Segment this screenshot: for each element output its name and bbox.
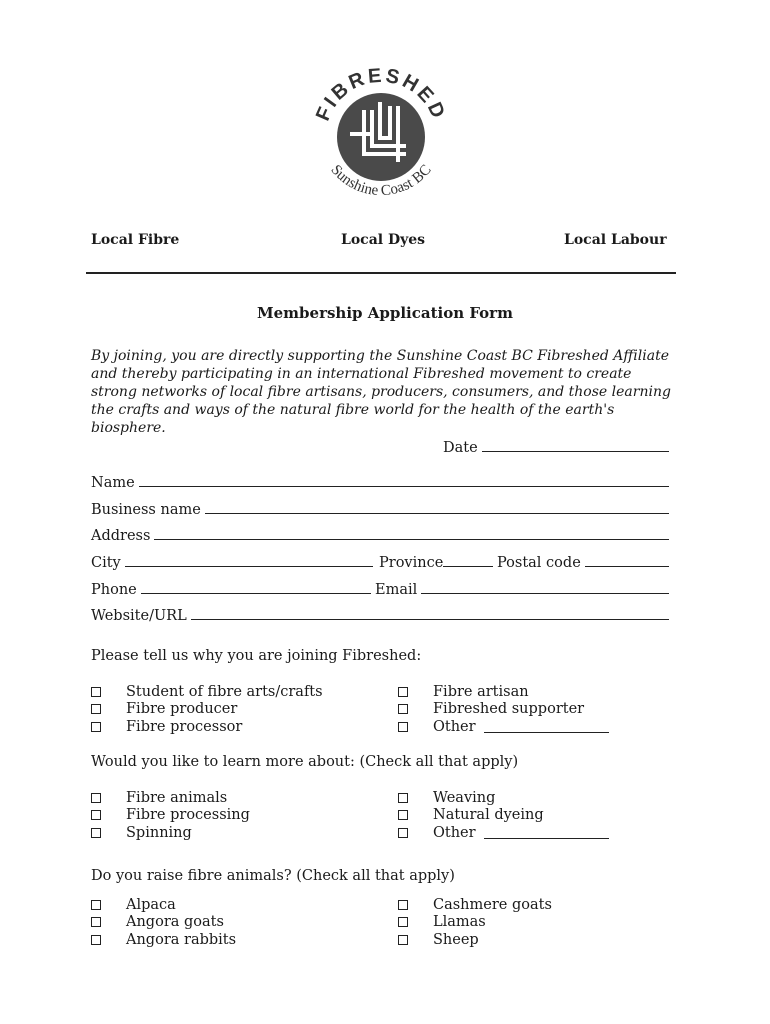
checkbox-square-icon[interactable] — [398, 935, 408, 945]
business-name-field[interactable] — [91, 498, 669, 518]
question-why-joining: Please tell us why you are joining Fibreshed: — [91, 648, 422, 664]
date-label: Date — [443, 440, 478, 456]
checkbox-cashmere-goats[interactable]: Cashmere goats — [398, 896, 552, 914]
checkbox-alpaca[interactable]: Alpaca — [91, 896, 236, 914]
address-label: Address — [91, 528, 151, 544]
checkbox-square-icon[interactable] — [91, 935, 101, 945]
postal-code-label: Postal code — [497, 555, 581, 571]
name-label: Name — [91, 475, 135, 491]
checkbox-square-icon[interactable] — [91, 687, 101, 697]
logo-brand-text: FIBRESHED — [311, 64, 451, 125]
checkbox-square-icon[interactable] — [398, 917, 408, 927]
checkbox-square-icon[interactable] — [398, 793, 408, 803]
q2-right-options — [398, 789, 609, 842]
website-field[interactable] — [91, 604, 669, 624]
checkbox-fibre-processing[interactable]: Fibre processing — [91, 807, 250, 825]
q2-left-options — [91, 789, 250, 842]
postal-code-field[interactable] — [497, 551, 669, 571]
checkbox-square-icon[interactable] — [398, 722, 408, 732]
tagline-local-labour: Local Labour — [564, 232, 667, 248]
logo-sub-text: Sunshine Coast BC — [327, 161, 435, 200]
city-field[interactable] — [91, 551, 373, 571]
header-divider — [86, 272, 676, 274]
checkbox-fibre-artisan[interactable]: Fibre artisan — [398, 683, 609, 701]
q3-left-options — [91, 896, 236, 949]
q1-right-options — [398, 683, 609, 736]
checkbox-fibre-producer[interactable]: Fibre producer — [91, 701, 323, 719]
checkbox-square-icon[interactable] — [91, 704, 101, 714]
province-field[interactable] — [379, 551, 493, 571]
checkbox-square-icon[interactable] — [91, 828, 101, 838]
checkbox-llamas[interactable]: Llamas — [398, 914, 552, 932]
email-label: Email — [375, 582, 418, 598]
checkbox-angora-rabbits[interactable]: Angora rabbits — [91, 931, 236, 949]
checkbox-square-icon[interactable] — [91, 722, 101, 732]
other-write-in-line[interactable] — [484, 720, 609, 733]
website-label: Website/URL — [91, 608, 187, 624]
q1-left-options — [91, 683, 323, 736]
intro-paragraph: By joining, you are directly supporting the Sunshine Coast BC Fibreshed Affiliate and thereby participating in an international Fibreshed movement to create strong networks of local fibre artisans, producers, consumers, and those learning the crafts and ways of the natural fibre world for the health of the earth's biosphere. — [91, 348, 671, 436]
checkbox-sheep[interactable]: Sheep — [398, 931, 552, 949]
fibreshed-logo — [306, 62, 456, 212]
checkbox-square-icon[interactable] — [398, 687, 408, 697]
checkbox-square-icon[interactable] — [398, 900, 408, 910]
checkbox-square-icon[interactable] — [398, 828, 408, 838]
checkbox-fibreshed-supporter[interactable]: Fibreshed supporter — [398, 701, 609, 719]
checkbox-square-icon[interactable] — [398, 704, 408, 714]
checkbox-weaving[interactable]: Weaving — [398, 789, 609, 807]
address-field[interactable] — [91, 524, 669, 544]
business-name-label: Business name — [91, 502, 201, 518]
checkbox-angora-goats[interactable]: Angora goats — [91, 914, 236, 932]
name-field[interactable] — [91, 471, 669, 491]
phone-field[interactable] — [91, 578, 371, 598]
tagline-local-dyes: Local Dyes — [341, 232, 426, 248]
checkbox-other[interactable]: Other — [398, 718, 609, 736]
province-label: Province — [379, 555, 444, 571]
tagline-local-fibre: Local Fibre — [91, 232, 180, 248]
q3-right-options — [398, 896, 552, 949]
checkbox-square-icon[interactable] — [91, 793, 101, 803]
checkbox-square-icon[interactable] — [398, 810, 408, 820]
other-write-in-line[interactable] — [484, 826, 609, 839]
checkbox-fibre-processor[interactable]: Fibre processor — [91, 718, 323, 736]
question-learn-more: Would you like to learn more about: (Check all that apply) — [91, 754, 519, 770]
phone-label: Phone — [91, 582, 137, 598]
checkbox-natural-dyeing[interactable]: Natural dyeing — [398, 807, 609, 825]
email-field[interactable] — [375, 578, 669, 598]
form-title: Membership Application Form — [257, 304, 513, 322]
checkbox-student[interactable]: Student of fibre arts/crafts — [91, 683, 323, 701]
date-field[interactable] — [443, 436, 669, 456]
city-label: City — [91, 555, 121, 571]
checkbox-square-icon[interactable] — [91, 900, 101, 910]
question-raise-animals: Do you raise fibre animals? (Check all that apply) — [91, 868, 455, 884]
checkbox-square-icon[interactable] — [91, 917, 101, 927]
checkbox-spinning[interactable]: Spinning — [91, 824, 250, 842]
checkbox-square-icon[interactable] — [91, 810, 101, 820]
checkbox-fibre-animals[interactable]: Fibre animals — [91, 789, 250, 807]
checkbox-other-learn[interactable]: Other — [398, 824, 609, 842]
